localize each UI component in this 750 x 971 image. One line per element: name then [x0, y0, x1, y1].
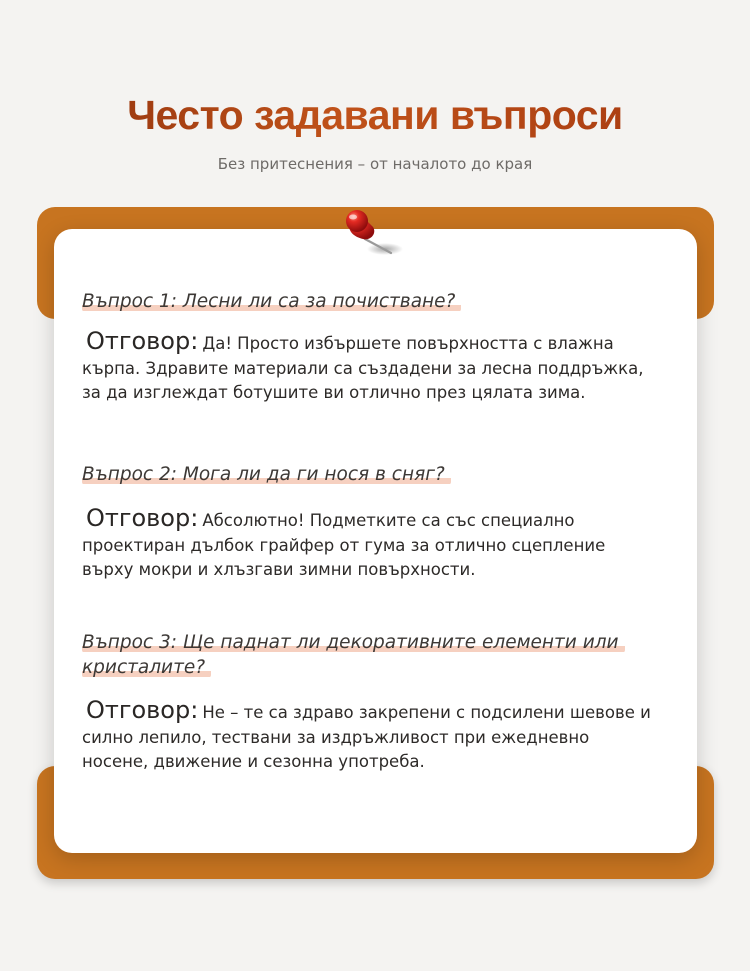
faq-answer-3: Отговор: Не – те са здраво закрепени с подсилени шевове и силно лепило, тествани за издръжливост при ежедневно носене, движение и сезонна употреба. [82, 696, 651, 771]
faq-question-1: Въпрос 1: Лесни ли са за почистване? [82, 289, 662, 314]
faq-answer-1: Отговор: Да! Просто избършете повърхността с влажна кърпа. Здравите материали са създадени за лесна поддръжка, за да изглеждат ботушите ви отлично през цялата зима. [82, 327, 644, 402]
faq-answer-2: Отговор: Абсолютно! Подметките са със специално проектиран дълбок грайфер от гума за отлично сцепление върху мокри и хлъзгави зимни повърхности. [82, 504, 606, 579]
answer-label: Отговор: [86, 504, 199, 532]
faq-question-3: Въпрос 3: Ще паднат ли декоративните елементи или кристалите? [82, 630, 662, 680]
answer-label: Отговор: [86, 327, 199, 355]
faq-question-2: Въпрос 2: Мога ли да ги нося в сняг? [82, 462, 662, 487]
answer-label: Отговор: [86, 696, 199, 724]
page-subtitle: Без притеснения – от началото до края [217, 155, 533, 173]
page-title: Често задавани въпроси [0, 92, 750, 139]
push-pin-icon [335, 205, 405, 265]
